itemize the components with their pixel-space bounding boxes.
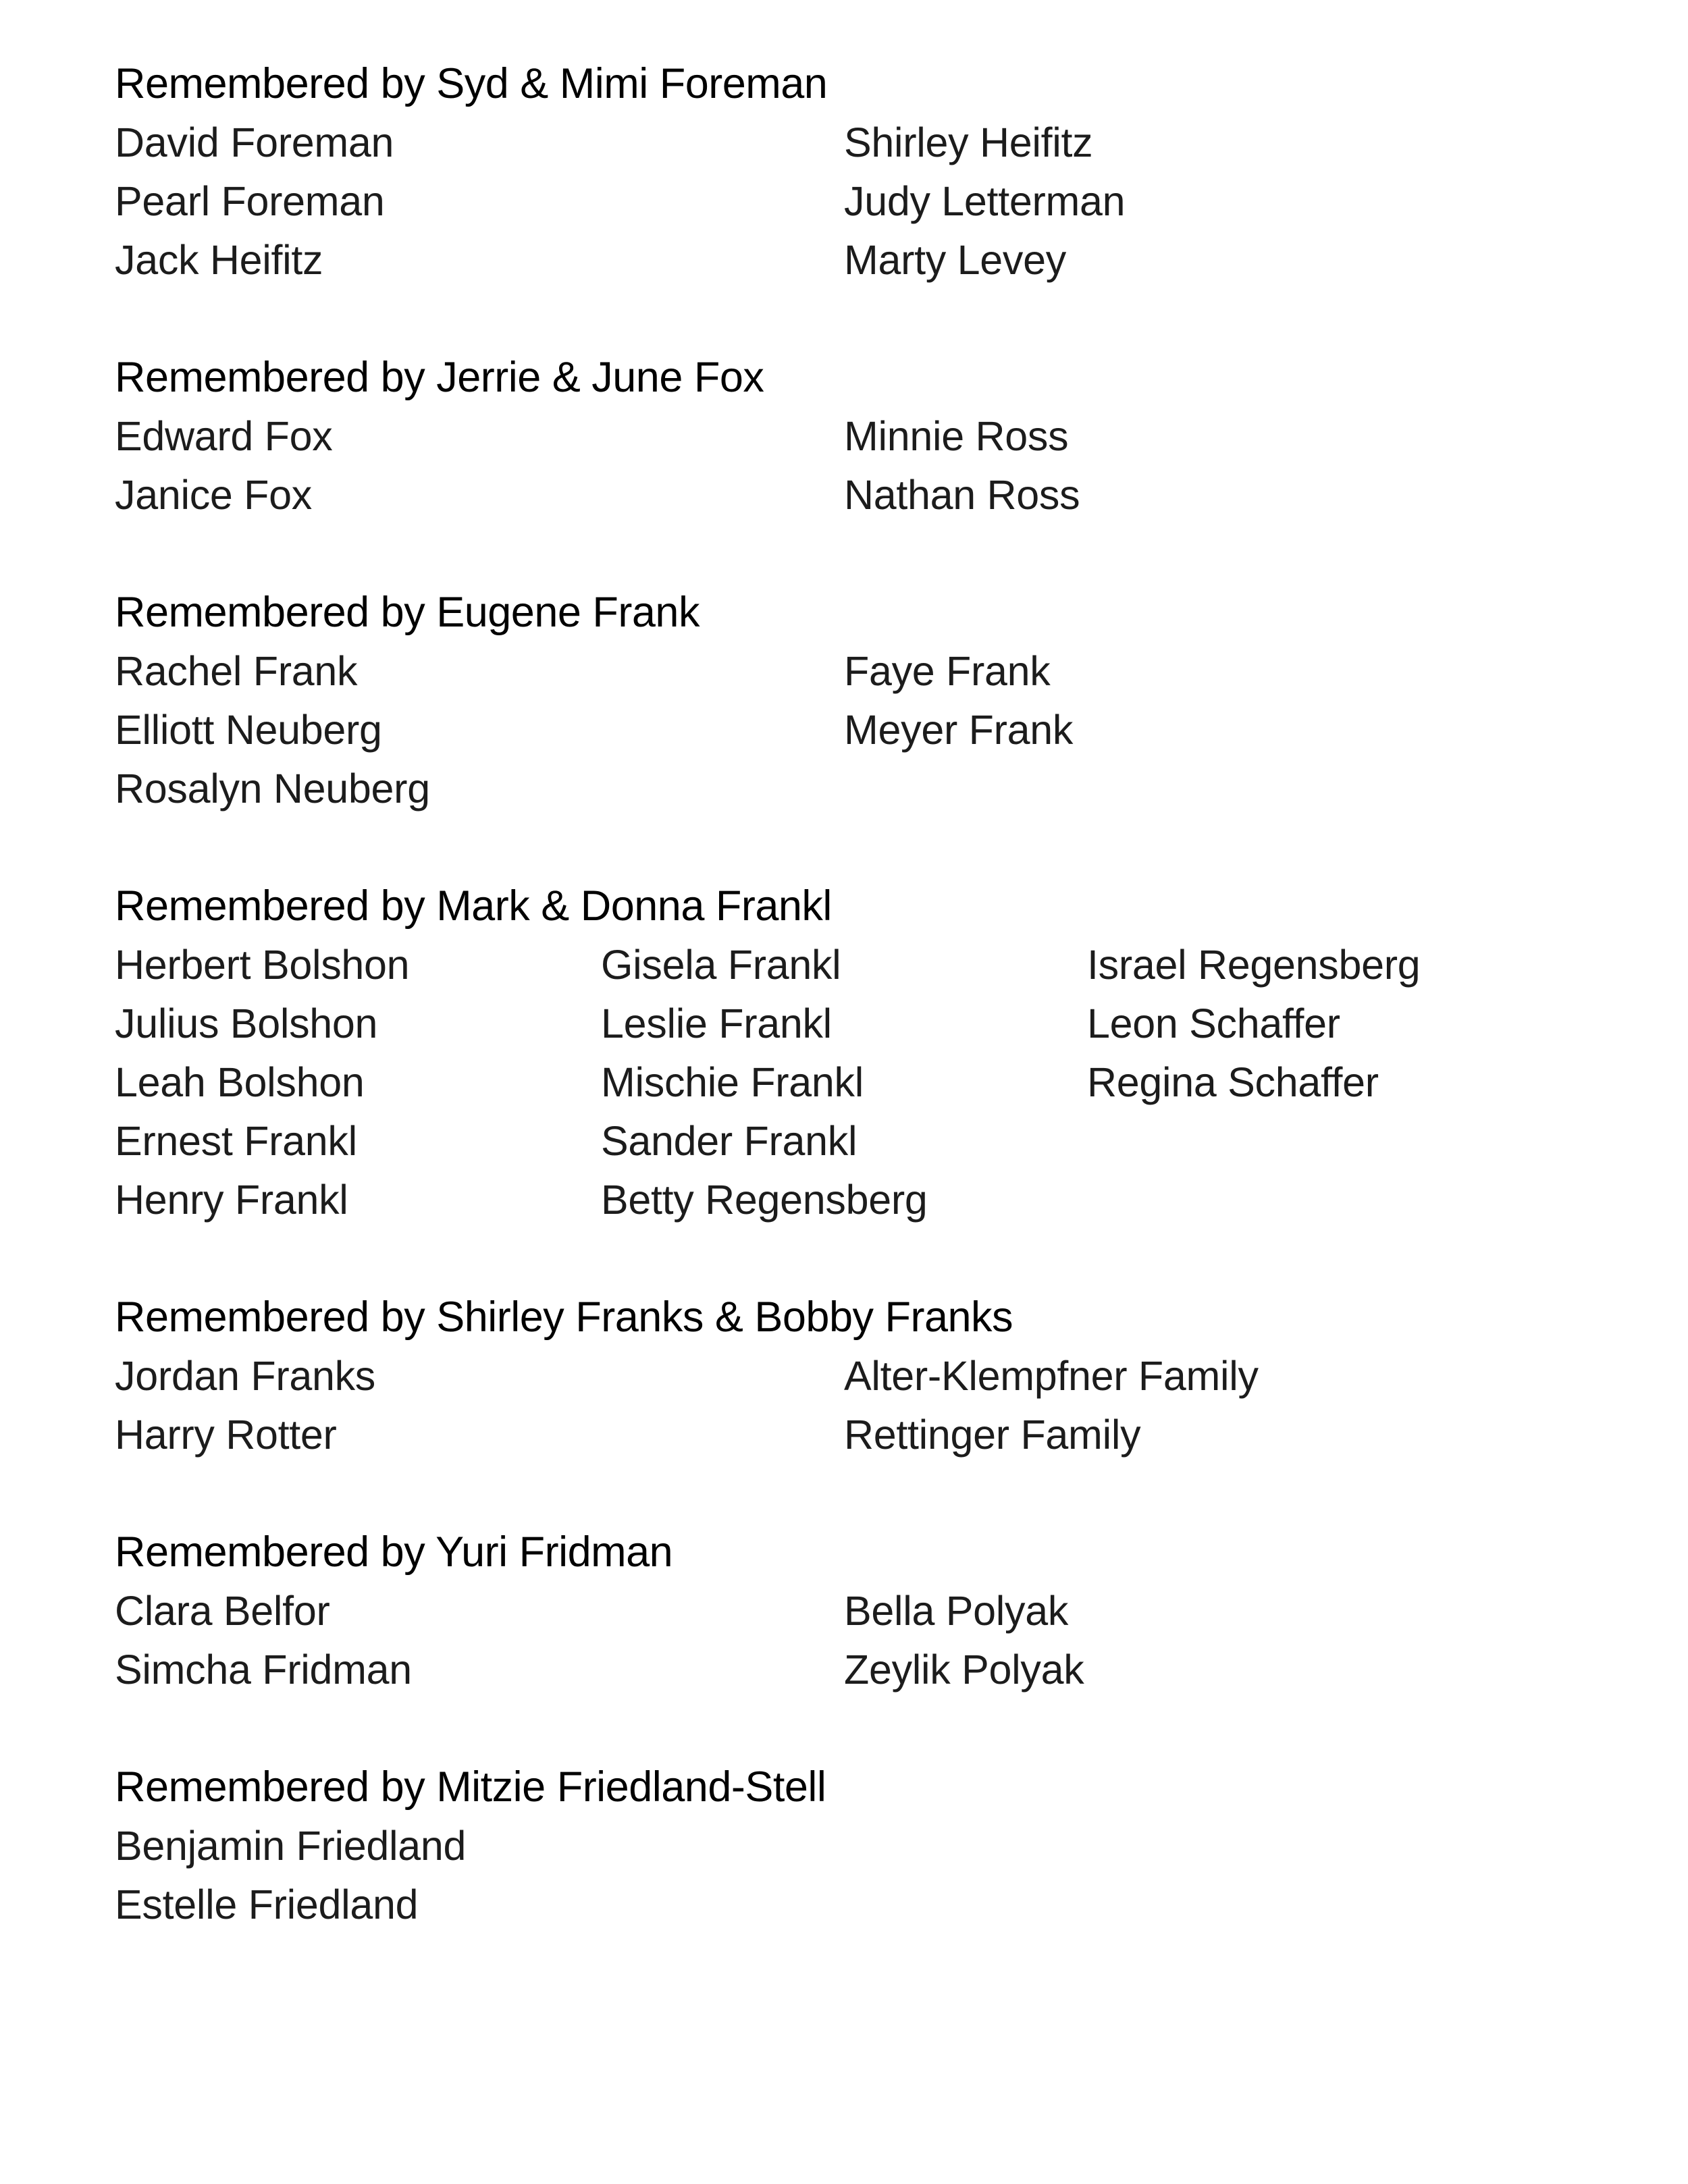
remembered-name: Marty Levey	[844, 237, 1066, 283]
names-column	[844, 642, 1573, 818]
section-heading: Remembered by Eugene Frank	[115, 589, 700, 636]
remembered-name: Benjamin Friedland	[115, 1823, 467, 1869]
remembered-name: Herbert Bolshon	[115, 942, 410, 988]
remembered-name: Simcha Fridman	[115, 1647, 412, 1693]
names-column	[115, 113, 844, 290]
remembered-name: Gisela Frankl	[601, 942, 841, 988]
remembered-name: Jordan Franks	[115, 1353, 375, 1399]
remembered-name: Edward Fox	[115, 413, 333, 459]
remembered-name: Leah Bolshon	[115, 1059, 365, 1105]
names-column	[115, 407, 844, 525]
remembered-name: Alter-Klempfner Family	[844, 1353, 1259, 1399]
remembered-name: Harry Rotter	[115, 1412, 337, 1458]
names-column	[844, 113, 1573, 290]
names-group	[115, 1817, 1573, 1934]
remembered-name: Regina Schaffer	[1087, 1059, 1379, 1105]
remembered-name: Janice Fox	[115, 472, 312, 518]
remembered-name: Mischie Frankl	[601, 1059, 864, 1105]
remembered-name: Shirley Heifitz	[844, 119, 1093, 165]
memorial-list-page	[115, 54, 1573, 1934]
remembered-name: Rettinger Family	[844, 1412, 1141, 1458]
section-heading: Remembered by Mark & Donna Frankl	[115, 882, 832, 930]
remembered-name: Faye Frank	[844, 648, 1051, 694]
names-group	[115, 1582, 1573, 1699]
memorial-section	[115, 1287, 1573, 1464]
names-column	[844, 1582, 1573, 1699]
section-heading: Remembered by Syd & Mimi Foreman	[115, 60, 828, 107]
names-column	[115, 1347, 844, 1464]
remembered-name: Clara Belfor	[115, 1588, 330, 1634]
remembered-name: Sander Frankl	[601, 1118, 858, 1164]
remembered-name: Julius Bolshon	[115, 1001, 378, 1046]
memorial-section	[115, 54, 1573, 290]
remembered-name: Meyer Frank	[844, 707, 1074, 753]
names-group	[115, 113, 1573, 290]
remembered-name: Judy Letterman	[844, 178, 1126, 224]
names-column	[844, 407, 1573, 525]
remembered-name: Ernest Frankl	[115, 1118, 357, 1164]
remembered-name: Bella Polyak	[844, 1588, 1069, 1634]
memorial-section	[115, 1757, 1573, 1934]
names-column	[1087, 936, 1573, 1229]
names-column	[115, 1582, 844, 1699]
remembered-name: Leon Schaffer	[1087, 1001, 1340, 1046]
names-group	[115, 407, 1573, 525]
names-column	[844, 1347, 1573, 1464]
memorial-section	[115, 348, 1573, 525]
memorial-section	[115, 583, 1573, 818]
remembered-name: Minnie Ross	[844, 413, 1069, 459]
remembered-name: Estelle Friedland	[115, 1882, 419, 1927]
remembered-name: Nathan Ross	[844, 472, 1080, 518]
names-column	[601, 936, 1087, 1229]
names-column	[115, 642, 844, 818]
section-spacer	[115, 1464, 1573, 1522]
remembered-name: Rachel Frank	[115, 648, 358, 694]
section-heading: Remembered by Yuri Fridman	[115, 1528, 673, 1576]
section-heading: Remembered by Shirley Franks & Bobby Franks	[115, 1294, 1013, 1341]
names-group	[115, 642, 1573, 818]
remembered-name: Henry Frankl	[115, 1177, 348, 1223]
remembered-name: Zeylik Polyak	[844, 1647, 1084, 1693]
names-column	[115, 936, 601, 1229]
memorial-section	[115, 1522, 1573, 1699]
remembered-name: Jack Heifitz	[115, 237, 323, 283]
names-column	[115, 1817, 905, 1934]
remembered-name: Elliott Neuberg	[115, 707, 382, 753]
section-spacer	[115, 1229, 1573, 1287]
remembered-name: Betty Regensberg	[601, 1177, 928, 1223]
remembered-name: Leslie Frankl	[601, 1001, 832, 1046]
section-spacer	[115, 1699, 1573, 1757]
remembered-name: David Foreman	[115, 119, 394, 165]
remembered-name: Rosalyn Neuberg	[115, 766, 430, 811]
remembered-name: Israel Regensberg	[1087, 942, 1421, 988]
section-spacer	[115, 525, 1573, 583]
section-spacer	[115, 818, 1573, 876]
memorial-section	[115, 876, 1573, 1229]
section-heading: Remembered by Jerrie & June Fox	[115, 354, 764, 401]
names-group	[115, 1347, 1573, 1464]
remembered-name: Pearl Foreman	[115, 178, 385, 224]
section-heading: Remembered by Mitzie Friedland-Stell	[115, 1763, 826, 1811]
names-group	[115, 936, 1573, 1229]
section-spacer	[115, 290, 1573, 348]
